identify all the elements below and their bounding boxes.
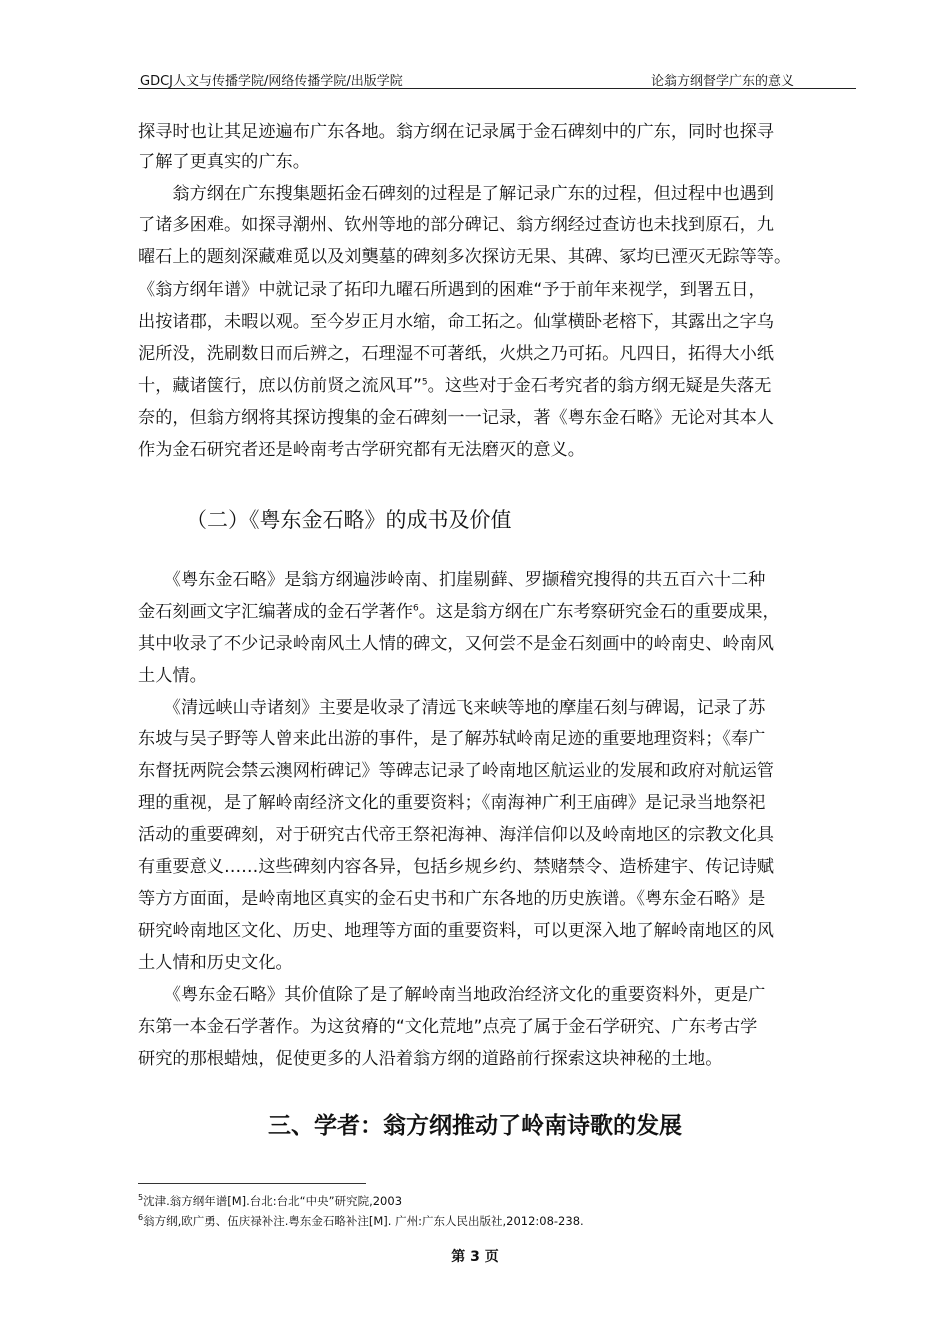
footnote: $^5$沈津.翁方纲年谱[M].台北:台北“中央”研究院,2003 [138,1193,403,1208]
text-line: 奈的，但翁方纲将其探访搜集的金石碑刻一一记录，著《粤东金石略》无论对其本人 [138,408,774,428]
text-line: 《翁方纲年谱》中就记录了拓印九曜石所遇到的困难“予于前年来视学，到署五日， [138,280,766,300]
text-line: 《粤东金石略》是翁方纲遍涉岭南、扪崖剔藓、罗撷稽究搜得的共五百六十二种 [138,570,766,590]
section-heading: （二）《粤东金石略》的成书及价值 [186,508,512,532]
page-number: 第 3 页 [451,1249,499,1265]
footnote-ref[interactable]: 5 [421,377,428,388]
text-line: 活动的重要碑刻，对于研究古代帝王祭祀海神、海洋信仰以及岭南地区的宗教文化具 [138,825,774,845]
footnote: $^6$翁方纲,欧广勇、伍庆禄补注.粤东金石略补注[M]. 广州:广东人民出版社,2012:08-238. [138,1213,584,1228]
chapter-heading: 三、学者：翁方纲推动了岭南诗歌的发展 [268,1113,682,1139]
text-line: 研究岭南地区文化、历史、地理等方面的重要资料，可以更深入地了解岭南地区的风 [138,921,774,941]
text-line: 土人情和历史文化。 [138,953,293,973]
text-line: 出按诸郡，未暇以观。至今岁正月水缩，命工拓之。仙掌横卧老榕下，其露出之字乌 [138,312,774,332]
text-line: 了解了更真实的广东。 [138,152,310,172]
text-line: 泥所没，洗刷数日而后辨之，石理湿不可著纸，火烘之乃可拓。凡四日，拓得大小纸 [138,344,774,364]
text-line: 翁方纲在广东搜集题拓金石碑刻的过程是了解记录广东的过程，但过程中也遇到 [138,184,774,204]
text-line: 《粤东金石略》其价值除了是了解岭南当地政治经济文化的重要资料外，更是广 [138,985,766,1005]
footnote-divider [138,1183,366,1184]
page-header [138,70,856,89]
text-line: 作为金石研究者还是岭南考古学研究都有无法磨灭的意义。 [138,440,585,460]
text-line: 东第一本金石学著作。为这贫瘠的“文化荒地”点亮了属于金石学研究、广东考古学 [138,1017,758,1037]
text-line: 东督抚两院会禁云澳网桁碑记》等碑志记录了岭南地区航运业的发展和政府对航运管 [138,761,774,781]
text-line: 《清远峡山寺诸刻》主要是收录了清远飞来峡等地的摩崖石刻与碑谒，记录了苏 [138,698,766,718]
header-title: 论翁方纲督学广东的意义 [650,74,794,89]
text-line: 了诸多困难。如探寻潮州、钦州等地的部分碑记、翁方纲经过查访也未找到原石，九 [138,215,774,235]
footnote-ref[interactable]: 6 [413,603,419,614]
text-line: 其中收录了不少记录岭南风土人情的碑文，又何尝不是金石刻画中的岭南史、岭南风 [138,634,774,654]
text-line: 探寻时也让其足迹遍布广东各地。翁方纲在记录属于金石碑刻中的广东，同时也探寻 [138,122,774,142]
text-line: 研究的那根蜡烛，促使更多的人沿着翁方纲的道路前行探索这块神秘的土地。 [138,1049,723,1069]
text-line-with-note: 十，藏诸箧行，庶以仿前贤之流风耳”$^5$。这些对于金石考究者的翁方纲无疑是失落无 [138,376,772,396]
text-line: 理的重视，是了解岭南经济文化的重要资料；《南海神广利王庙碑》是记录当地祭祀 [138,793,766,813]
text-line: 土人情。 [138,666,207,686]
text-line: 东坡与吴子野等人曾来此出游的事件，是了解苏轼岭南足迹的重要地理资料；《奉广 [138,729,766,749]
text-line: 等方方面面，是岭南地区真实的金石史书和广东各地的历史族谱。《粤东金石略》是 [138,889,766,909]
header-institution: GDCJ人文与传播学院/网络传播学院/出版学院 [140,74,403,89]
text-line: 有重要意义……这些碑刻内容各异，包括乡规乡约、禁赌禁令、造桥建宇、传记诗赋 [138,857,774,877]
text-line-with-note: 金石刻画文字汇编著成的金石学著作$^6$。这是翁方纲在广东考察研究金石的重要成果， [138,602,780,622]
text-line: 曜石上的题刻深藏难觅以及刘龑墓的碑刻多次探访无果、其碑、冢均已湮灭无踪等等。 [138,247,792,267]
